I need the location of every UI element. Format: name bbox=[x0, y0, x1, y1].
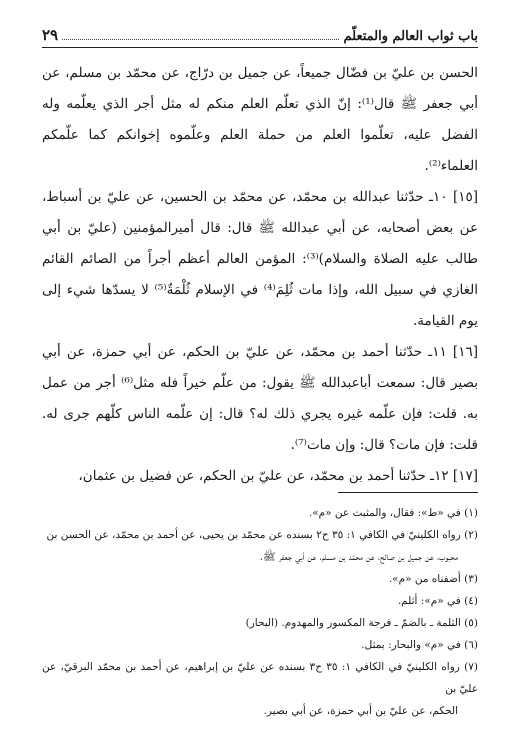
footnote-7-continued: الحكم، عن عليّ بن أبي حمزة، عن أبي بصير. bbox=[263, 705, 458, 717]
footnote-divider bbox=[338, 492, 478, 493]
footnote-6: (٦) في «م» والبحار: بمثل. bbox=[361, 639, 478, 651]
paragraph-continuation: الحسن بن عليّ بن فضّال جميعاً، عن جميل بن درّاج، عن محمّد بن مسلم، عن أبي جعفر ﷺ قال⁽¹⁾: إنّ الذي تعلّم العلم منكم له مثل أجر الذي يعلّمه وله الفضل عليه، تعلّموا العلم من حملة العلم وعلّموه إخوانكم كما علّمكم العلماء⁽²⁾. bbox=[42, 65, 478, 174]
footnote-5: (٥) الثلمة ـ بالضمّ ـ فرجة المكسور والمهدوم. (البحار) bbox=[245, 617, 478, 629]
footnotes bbox=[42, 502, 478, 722]
paragraph-hadith-15: [١٥] ١٠ـ حدّثنا عبدالله بن محمّد، عن محمّد بن الحسين، عن عليّ بن أسباط، عن بعض أصحابه، عن أبي عبدالله ﷺ قال: قال أميرالمؤمنين (عليّ بن أبي طالب عليه الصلاة والسلام)⁽³⁾: المؤمن العالم أعظم أجراً من الصائم القائم الغازي في سبيل الله، وإذا مات ثُلِمَ⁽⁴⁾ في الإسلام ثُلْمَةٌ⁽⁵⁾ لا يسدّها شيء إلى يوم القيامة. bbox=[42, 189, 479, 329]
footnote-4: (٤) في «م»: أثلم. bbox=[397, 595, 478, 607]
footnote-3: (٣) أضفناه من «م». bbox=[388, 573, 478, 585]
header-dot-leader bbox=[62, 39, 339, 40]
footnote-2: (٢) رواه الكلينيّ في الكافي ١: ٣٥ ح٢ بسنده عن محمّد بن يحيى، عن أحمد بن محمّد، عن الحسن بن bbox=[46, 529, 478, 541]
footnote-1: (١) في «ط»: فقال، والمثبت عن «م». bbox=[308, 507, 478, 519]
paragraph-hadith-16: [١٦] ١١ـ حدّثنا أحمد بن محمّد، عن عليّ بن الحكم، عن أبي حمزة، عن أبي بصير قال: سمعت أباعبدالله ﷺ يقول: من علّم خيراً فله مثل⁽⁶⁾ أجر من عمل به. قلت: فإن علّمه غيره يجري ذلك له؟ قال: إن علّمه الناس كلّهم جرى له. قلت: فإن مات؟ قال: وإن مات⁽⁷⁾. bbox=[42, 344, 478, 453]
main-text bbox=[42, 58, 478, 492]
running-header bbox=[42, 22, 478, 48]
chapter-title: باب ثواب العالم والمتعلّم bbox=[343, 29, 478, 44]
paragraph-hadith-17: [١٧] ١٢ـ حدّثنا أحمد بن محمّد، عن عليّ بن الحكم، عن فضيل بن عثمان، bbox=[78, 468, 478, 484]
footnote-2-continued: محبوب، عن جميل بن صالح، عن محمّد بن مسلم، عن أبي جعفر ﷺ. bbox=[259, 551, 458, 563]
page-number: ٢٩ bbox=[42, 26, 59, 44]
footnote-7: (٧) رواه الكلينيّ في الكافي ١: ٣٥ ح٣ بسنده عن عليّ بن إبراهيم، عن أحمد بن محمّد البرقيّ، عن عليّ بن bbox=[42, 661, 478, 695]
